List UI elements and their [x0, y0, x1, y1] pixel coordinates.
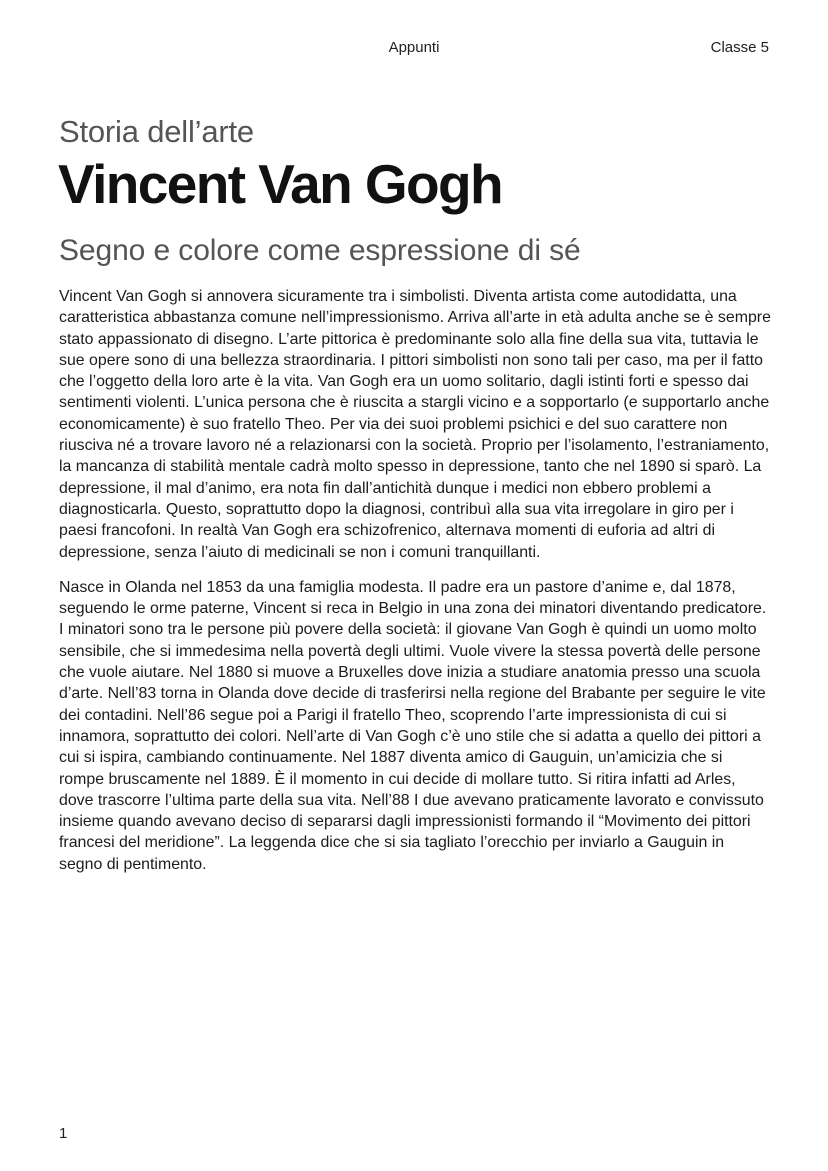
paragraph-1: Vincent Van Gogh si annovera sicuramente tra i simbolisti. Diventa artista come autodidatta, una caratteristica abbastanza comune nell’impressionismo. Arriva all’arte in età adulta anche se è sempre stato appassionato di disegno. L’arte pittorica è predominante solo alla fine della sua vita, tuttavia le sue opere sono di una bellezza straordinaria. I pittori simbolisti non sono tali per caso, ma per il fatto che l’oggetto della loro arte è la vita. Van Gogh era un uomo solitario, dagli istinti forti e spesso dai sentimenti violenti. L’unica persona che è riuscita a stargli vicino e a sopportarlo (e supportarlo anche economicamente) è suo fratello Theo. Per via dei suoi problemi psichici e del suo carattere non riusciva né a trovare lavoro né a relazionarsi con la società. Proprio per l’isolamento, l’estraniamento, la mancanza di stabilità mentale cadrà molto spesso in depressione, tanto che nel 1890 si sparò. La depressione, il mal d’animo, era nota fin dall’antichità dunque i medici non ebbero problemi a diagnosticarla. Questo, soprattutto dopo la diagnosi, contribuì alla sua vita irregolare in giro per i paesi francofoni. In realtà Van Gogh era schizofrenico, alternava momenti di euforia ad altri di depressione, senza l’aiuto di medicinali se non i comuni tranquillanti.: [59, 288, 771, 561]
body-text: [59, 286, 771, 889]
page-number: 1: [59, 1125, 68, 1142]
header-class-label: Classe 5: [710, 39, 769, 56]
header-title: Appunti: [388, 39, 440, 56]
paragraph-2: Nasce in Olanda nel 1853 da una famiglia modesta. Il padre era un pastore d’anime e, dal 1878, seguendo le orme paterne, Vincent si reca in Belgio in una zona dei minatori diventando predicatore. I minatori sono tra le persone più povere della società: il giovane Van Gogh è quindi un uomo molto sensibile, che si immedesima nella povertà degli ultimi. Vuole vivere la stessa povertà delle persone che vuole aiutare. Nel 1880 si muove a Bruxelles dove inizia a studiare anatomia presso una scuola d’arte. Nell’83 torna in Olanda dove decide di trasferirsi nella regione del Brabante per seguire le vite dei contadini. Nell’86 segue poi a Parigi il fratello Theo, scoprendo l’arte impressionista di cui si innamora, soprattutto dei colori. Nell’arte di Van Gogh c’è uno stile che si adatta a quello dei pittori a cui si ispira, cambiando continuamente. Nel 1887 diventa amico di Gauguin, un’amicizia che si rompe bruscamente nel 1889. È il momento in cui decide di mollare tutto. Si ritira infatti ad Arles, dove trascorre l’ultima parte della sua vita. Nell’88 I due avevano praticamente lavorato e convissuto insieme quando avevano deciso di separarsi dagli impressionisti formando il “Movimento dei pittori francesi del meridione”. La leggenda dice che si sia tagliato l’orecchio per inviarlo a Gauguin in segno di pentimento.: [59, 578, 767, 873]
page-title: Vincent Van Gogh: [58, 153, 503, 215]
subject-heading: Storia dell’arte: [59, 114, 254, 149]
page-subtitle: Segno e colore come espressione di sé: [59, 234, 581, 267]
